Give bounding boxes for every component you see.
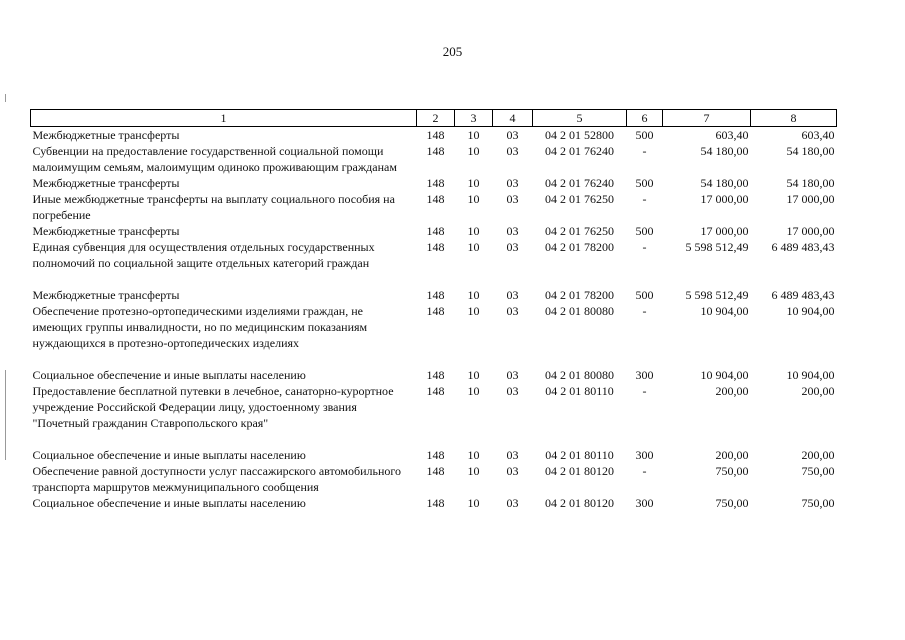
row-code-2: 148 <box>426 496 445 510</box>
row-code-2: 148 <box>426 224 445 238</box>
row-code-3: 10 <box>467 304 480 318</box>
row-value-8: 17 000,00 <box>786 192 835 206</box>
row-code-3: 10 <box>467 224 480 238</box>
row-code-2: 148 <box>426 192 445 206</box>
row-code-5: 04 2 01 76250 <box>545 192 614 206</box>
margin-mark <box>5 94 6 102</box>
row-code-4: 03 <box>506 240 519 254</box>
row-code-4: 03 <box>506 464 519 478</box>
row-name: Социальное обеспечение и иные выплаты населению <box>32 496 306 510</box>
row-value-8: 750,00 <box>801 464 835 478</box>
row-code-4: 03 <box>506 144 519 158</box>
row-code-2: 148 <box>426 448 445 462</box>
row-code-2: 148 <box>426 368 445 382</box>
row-name: Обеспечение протезно-ортопедическими изделиями граждан, не имеющих группы инвалидности, но по медицинским показаниям нуждающихся в протезно-ортопедических изделиях <box>32 304 368 350</box>
row-value-7: 200,00 <box>715 448 749 462</box>
table-row <box>31 287 837 303</box>
row-code-2: 148 <box>426 240 445 254</box>
column-header: 1 <box>31 110 417 127</box>
row-name: Межбюджетные трансферты <box>32 128 180 142</box>
row-code-4: 03 <box>506 128 519 142</box>
row-value-8: 6 489 483,43 <box>771 288 835 302</box>
row-code-3: 10 <box>467 192 480 206</box>
row-code-2: 148 <box>426 384 445 398</box>
row-code-5: 04 2 01 78200 <box>545 288 614 302</box>
row-code-5: 04 2 01 80110 <box>545 384 614 398</box>
spacer-row <box>31 351 837 367</box>
row-code-5: 04 2 01 52800 <box>545 128 614 142</box>
row-value-7: 5 598 512,49 <box>685 288 749 302</box>
row-code-3: 10 <box>467 144 480 158</box>
row-name: Социальное обеспечение и иные выплаты населению <box>32 448 306 462</box>
row-code-6: - <box>642 192 647 206</box>
row-code-6: 300 <box>635 496 654 510</box>
row-code-5: 04 2 01 80120 <box>545 464 614 478</box>
row-code-5: 04 2 01 80080 <box>545 304 614 318</box>
row-code-3: 10 <box>467 448 480 462</box>
row-code-6: 300 <box>635 448 654 462</box>
row-code-6: 500 <box>635 128 654 142</box>
row-code-5: 04 2 01 76240 <box>545 176 614 190</box>
row-value-8: 54 180,00 <box>786 144 835 158</box>
row-code-2: 148 <box>426 144 445 158</box>
row-value-7: 750,00 <box>715 464 749 478</box>
row-code-6: 500 <box>635 224 654 238</box>
row-code-4: 03 <box>506 368 519 382</box>
row-code-4: 03 <box>506 384 519 398</box>
column-header: 7 <box>663 110 751 127</box>
row-code-4: 03 <box>506 448 519 462</box>
row-code-5: 04 2 01 80080 <box>545 368 614 382</box>
spacer-row <box>31 271 837 287</box>
row-value-7: 54 180,00 <box>700 176 749 190</box>
row-value-7: 5 598 512,49 <box>685 240 749 254</box>
row-code-2: 148 <box>426 128 445 142</box>
row-code-5: 04 2 01 78200 <box>545 240 614 254</box>
column-header: 2 <box>417 110 455 127</box>
row-code-5: 04 2 01 80110 <box>545 448 614 462</box>
row-value-8: 17 000,00 <box>786 224 835 238</box>
spacer-row <box>31 431 837 447</box>
row-code-2: 148 <box>426 464 445 478</box>
table-row <box>31 447 837 463</box>
row-code-2: 148 <box>426 304 445 318</box>
table-row <box>31 303 837 351</box>
row-code-5: 04 2 01 80120 <box>545 496 614 510</box>
row-code-3: 10 <box>467 464 480 478</box>
row-value-7: 10 904,00 <box>700 304 749 318</box>
column-header: 4 <box>493 110 533 127</box>
page-number: 205 <box>442 44 463 59</box>
column-header: 3 <box>455 110 493 127</box>
table-row <box>31 143 837 175</box>
row-code-6: - <box>642 304 647 318</box>
row-code-3: 10 <box>467 128 480 142</box>
column-header: 5 <box>533 110 627 127</box>
table-row <box>31 175 837 191</box>
row-value-8: 603,40 <box>801 128 835 142</box>
row-code-3: 10 <box>467 176 480 190</box>
row-value-7: 17 000,00 <box>700 224 749 238</box>
row-code-5: 04 2 01 76240 <box>545 144 614 158</box>
row-value-8: 750,00 <box>801 496 835 510</box>
row-value-8: 54 180,00 <box>786 176 835 190</box>
row-name: Субвенции на предоставление государственной социальной помощи малоимущим семьям, малоимущим одиноко проживающим гражданам <box>32 144 397 174</box>
row-code-6: 500 <box>635 176 654 190</box>
row-code-2: 148 <box>426 176 445 190</box>
row-code-6: - <box>642 464 647 478</box>
row-code-6: 500 <box>635 288 654 302</box>
row-code-6: - <box>642 240 647 254</box>
table-row <box>31 463 837 495</box>
budget-table <box>30 109 837 511</box>
table-row <box>31 191 837 223</box>
column-header: 6 <box>627 110 663 127</box>
row-code-2: 148 <box>426 288 445 302</box>
row-value-8: 10 904,00 <box>786 368 835 382</box>
row-code-6: 300 <box>635 368 654 382</box>
row-code-3: 10 <box>467 240 480 254</box>
row-value-7: 10 904,00 <box>700 368 749 382</box>
row-code-5: 04 2 01 76250 <box>545 224 614 238</box>
table-row <box>31 127 837 144</box>
row-name: Обеспечение равной доступности услуг пассажирского автомобильного транспорта маршрутов межмуниципального сообщения <box>32 464 402 494</box>
row-value-7: 200,00 <box>715 384 749 398</box>
row-value-8: 200,00 <box>801 384 835 398</box>
row-code-6: - <box>642 144 647 158</box>
row-value-8: 6 489 483,43 <box>771 240 835 254</box>
row-code-4: 03 <box>506 176 519 190</box>
header-row <box>31 110 837 127</box>
row-name: Межбюджетные трансферты <box>32 224 180 238</box>
row-code-3: 10 <box>467 496 480 510</box>
row-code-4: 03 <box>506 304 519 318</box>
row-code-3: 10 <box>467 288 480 302</box>
table-row <box>31 495 837 511</box>
row-code-4: 03 <box>506 288 519 302</box>
row-value-8: 200,00 <box>801 448 835 462</box>
row-value-7: 54 180,00 <box>700 144 749 158</box>
row-value-7: 750,00 <box>715 496 749 510</box>
row-value-7: 17 000,00 <box>700 192 749 206</box>
table-row <box>31 383 837 431</box>
row-value-8: 10 904,00 <box>786 304 835 318</box>
row-code-4: 03 <box>506 192 519 206</box>
row-code-3: 10 <box>467 384 480 398</box>
row-name: Единая субвенция для осуществления отдельных государственных полномочий по социальной защите отдельных категорий граждан <box>32 240 375 270</box>
row-name: Межбюджетные трансферты <box>32 176 180 190</box>
row-code-4: 03 <box>506 496 519 510</box>
table-row <box>31 367 837 383</box>
row-code-4: 03 <box>506 224 519 238</box>
row-code-6: - <box>642 384 647 398</box>
column-header: 8 <box>751 110 837 127</box>
margin-mark <box>5 370 6 460</box>
row-name: Предоставление бесплатной путевки в лечебное, санаторно-курортное учреждение Российской Федерации лицу, удостоенному звания "Почетный гражданин Ставропольского края" <box>32 384 394 430</box>
row-name: Иные межбюджетные трансферты на выплату социального пособия на погребение <box>32 192 395 222</box>
row-name: Межбюджетные трансферты <box>32 288 180 302</box>
row-name: Социальное обеспечение и иные выплаты населению <box>32 368 306 382</box>
table-row <box>31 223 837 239</box>
row-code-3: 10 <box>467 368 480 382</box>
table-row <box>31 239 837 271</box>
row-value-7: 603,40 <box>715 128 749 142</box>
